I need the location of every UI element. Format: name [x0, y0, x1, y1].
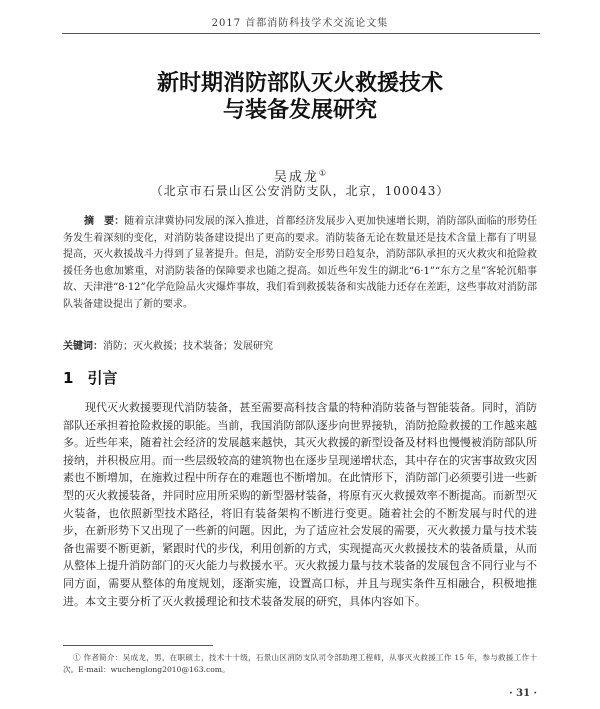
running-header: 2017 首都消防科技学术交流论文集 — [211, 18, 389, 29]
section-title: 引言 — [87, 369, 118, 387]
section-number: 1 — [63, 369, 74, 387]
section-heading — [63, 367, 117, 388]
abstract — [63, 214, 537, 313]
footnote-rule — [63, 645, 213, 646]
keywords-label: 关键词： — [63, 341, 103, 352]
affiliation: （北京市石景山区公安消防支队，北京，100043） — [150, 184, 450, 198]
footnote: ① 作者简介：吴成龙，男，在职硕士，技术十十级，石景山区消防支队司令部助理工程师，从事灭火救援工作 15 年，参与救援工作十次。E-mail：wuchenglong2010@163.com。 — [63, 653, 537, 674]
abstract-label: 摘 要： — [84, 216, 125, 227]
abstract-text: 随着京津冀协同发展的深入推进，首都经济发展步入更加快速增长期，消防部队面临的形势任务发生着深刻的变化，对消防装备建设提出了更高的要求。消防装备无论在数量还是技术含量上都有了明显提高，灭火救援战斗力得到了显著提升。但是，消防安全形势日趋复杂，消防部队承担的灭火救灾和抢险救援任务也愈加繁重，对消防装备的保障要求也随之提高。如近些年发生的湖北“6·1”“东方之星”客轮沉船事故、天津港“8·12”化学危险品火灾爆炸事故，我们看到救援装备和实战能力还存在差距，这些事故对消防部队装备建设提出了新的要求。 — [63, 216, 538, 310]
keywords-text: 消防；灭火救援；技术装备；发展研究 — [103, 341, 273, 352]
title-line-1: 新时期消防部队灭火救援技术 — [156, 71, 443, 96]
page-number: · 31 · — [509, 688, 537, 699]
title-line-2: 与装备发展研究 — [222, 98, 377, 123]
header-rule — [62, 33, 540, 34]
keywords — [63, 339, 537, 355]
author-name: 吴成龙 — [273, 170, 319, 185]
paper-title — [0, 70, 600, 124]
body-paragraph: 现代灭火救援要现代消防装备，甚至需要高科技含量的特种消防装备与智能装备。同时，消防部队还承担着抢险救援的职能。当前，我国消防部队逐步向世界接轨，消防抢险救援的工作越来越多。近些年来，随着社会经济的发展越来越快，其灭火救援的新型设备及材料也慢慢被消防部队所接纳，并积极应用。而一些层级较高的建筑物也在逐步呈现递增状态，其中存在的灾害事故致灾因素也不断增加，在施救过程中所存在的难题也不断增加。在此情形下，消防部门必须要引进一些新型的灭火救援装备，并同时应用所采购的新型器材装备，将原有灭火救援效率不断提高。而新型灭火装备，也依照新型技术路径，将旧有装备架构不断进行变更。随着社会的不断发展与时代的进步，在新形势下又出现了一些新的问题。因此，为了适应社会发展的需要，灭火救援力量与技术装备也需要不断更新，紧跟时代的步伐，利用创新的方式，实现提高灭火救援技术的装备质量，从而从整体上提升消防部门的灭火能力与救援水平。灭火救援力量与技术装备的发展包含不同行业与不同方面，需要从整体的角度规划，逐渐实施，设置高口标，并且与现实条件互相融合，积极地推进。本文主要分析了灭火救援理论和技术装备发展的研究，具体内容如下。 — [63, 401, 537, 608]
author-note-mark: ① — [318, 168, 327, 178]
